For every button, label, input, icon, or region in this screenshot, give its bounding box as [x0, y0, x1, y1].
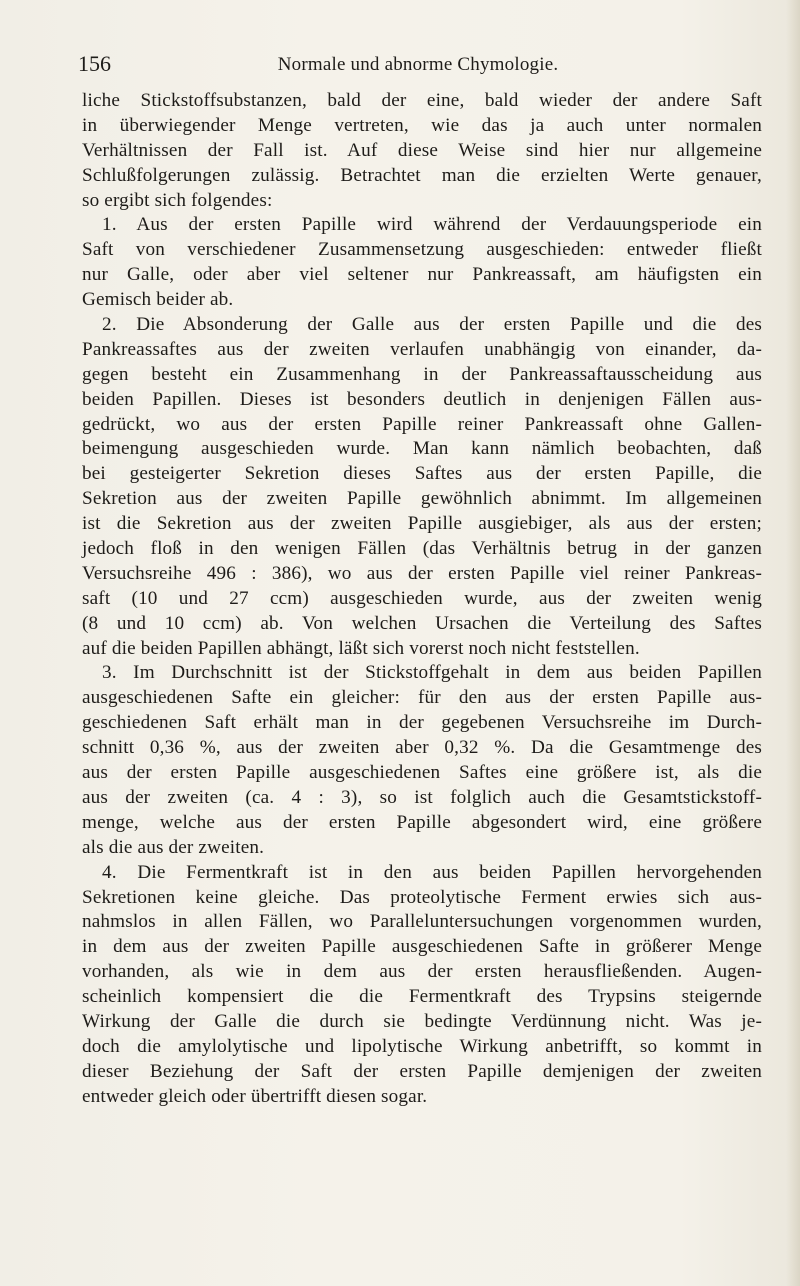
- text-line: 4. Die Fermentkraft ist in den aus beiden Papillen hervorgehenden: [102, 861, 762, 883]
- text-line: geschiedenen Saft erhält man in der gegebenen Versuchsreihe im Durch-: [82, 712, 762, 734]
- text-line: schnitt 0,36 %, aus der zweiten aber 0,32 %. Da die Gesamtmenge des: [82, 737, 762, 759]
- text-line: nur Galle, oder aber viel seltener nur Pankreassaft, am häufigsten ein: [82, 264, 762, 286]
- text-line: 1. Aus der ersten Papille wird während der Verdauungsperiode ein: [102, 214, 762, 236]
- body-text: [82, 89, 762, 1110]
- text-line: entweder gleich oder übertrifft diesen sogar.: [82, 1085, 428, 1107]
- text-line: als die aus der zweiten.: [82, 836, 265, 858]
- text-line: bei gesteigerter Sekretion dieses Saftes aus der ersten Papille, die: [82, 463, 762, 485]
- text-line: gedrückt, wo aus der ersten Papille reiner Pankreassaft ohne Gallen-: [82, 413, 762, 435]
- text-line: Verhältnissen der Fall ist. Auf diese Weise sind hier nur allgemeine: [82, 139, 762, 161]
- text-line: auf die beiden Papillen abhängt, läßt sich vorerst noch nicht feststellen.: [82, 637, 640, 659]
- text-line: 3. Im Durchschnitt ist der Stickstoffgehalt in dem aus beiden Papillen: [102, 662, 762, 684]
- text-line: Sekretion aus der zweiten Papille gewöhnlich abnimmt. Im allgemeinen: [82, 488, 762, 510]
- text-line: scheinlich kompensiert die die Fermentkraft des Trypsins steigernde: [82, 986, 762, 1008]
- text-line: so ergibt sich folgendes:: [82, 189, 273, 211]
- text-line: Saft von verschiedener Zusammensetzung ausgeschieden: entweder fließt: [82, 239, 762, 261]
- text-line: Wirkung der Galle die durch sie bedingte Verdünnung nicht. Was je-: [82, 1010, 762, 1032]
- text-line: ist die Sekretion aus der zweiten Papille ausgiebiger, als aus der ersten;: [82, 513, 762, 535]
- text-line: beimengung ausgeschieden wurde. Man kann nämlich beobachten, daß: [82, 438, 762, 460]
- running-head: Normale und abnorme Chymologie.: [277, 54, 559, 75]
- page-number: 156: [78, 51, 111, 76]
- text-line: doch die amylolytische und lipolytische Wirkung anbetrifft, so kommt in: [82, 1035, 762, 1057]
- text-line: beiden Papillen. Dieses ist besonders deutlich in denjenigen Fällen aus-: [82, 388, 762, 410]
- text-line: ausgeschiedenen Safte ein gleicher: für den aus der ersten Papille aus-: [82, 687, 762, 709]
- text-line: aus der zweiten (ca. 4 : 3), so ist folglich auch die Gesamtstickstoff-: [82, 786, 762, 808]
- text-line: 2. Die Absonderung der Galle aus der ersten Papille und die des: [102, 314, 762, 336]
- text-line: dieser Beziehung der Saft der ersten Papille demjenigen der zweiten: [82, 1060, 762, 1082]
- text-line: aus der ersten Papille ausgeschiedenen Saftes eine größere ist, als die: [82, 762, 762, 784]
- text-line: in dem aus der zweiten Papille ausgeschiedenen Safte in größerer Menge: [82, 936, 762, 958]
- text-line: Versuchsreihe 496 : 386), wo aus der ersten Papille viel reiner Pankreas-: [82, 562, 762, 584]
- text-line: Pankreassaftes aus der zweiten verlaufen unabhängig von einander, da-: [82, 338, 762, 360]
- text-line: in überwiegender Menge vertreten, wie das ja auch unter normalen: [82, 114, 762, 136]
- text-line: jedoch floß in den wenigen Fällen (das Verhältnis betrug in der ganzen: [82, 538, 762, 560]
- text-line: Schlußfolgerungen zulässig. Betrachtet man die erzielten Werte genauer,: [82, 164, 762, 186]
- page-header: [78, 50, 758, 84]
- text-line: gegen besteht ein Zusammenhang in der Pankreassaftausscheidung aus: [82, 363, 762, 385]
- text-line: Sekretionen keine gleiche. Das proteolytische Ferment erwies sich aus-: [82, 886, 762, 908]
- text-line: Gemisch beider ab.: [82, 289, 234, 311]
- text-line: vorhanden, als wie in dem aus der ersten herausfließenden. Augen-: [82, 961, 762, 983]
- text-line: saft (10 und 27 ccm) ausgeschieden wurde, aus der zweiten wenig: [82, 587, 762, 609]
- text-line: (8 und 10 ccm) ab. Von welchen Ursachen die Verteilung des Saftes: [82, 612, 762, 634]
- text-line: liche Stickstoffsubstanzen, bald der eine, bald wieder der andere Saft: [82, 90, 762, 111]
- page-edge-shadow: [786, 0, 800, 1286]
- text-line: menge, welche aus der ersten Papille abgesondert wird, eine größere: [82, 811, 762, 833]
- text-line: nahmslos in allen Fällen, wo Paralleluntersuchungen vorgenommen wurden,: [82, 911, 762, 933]
